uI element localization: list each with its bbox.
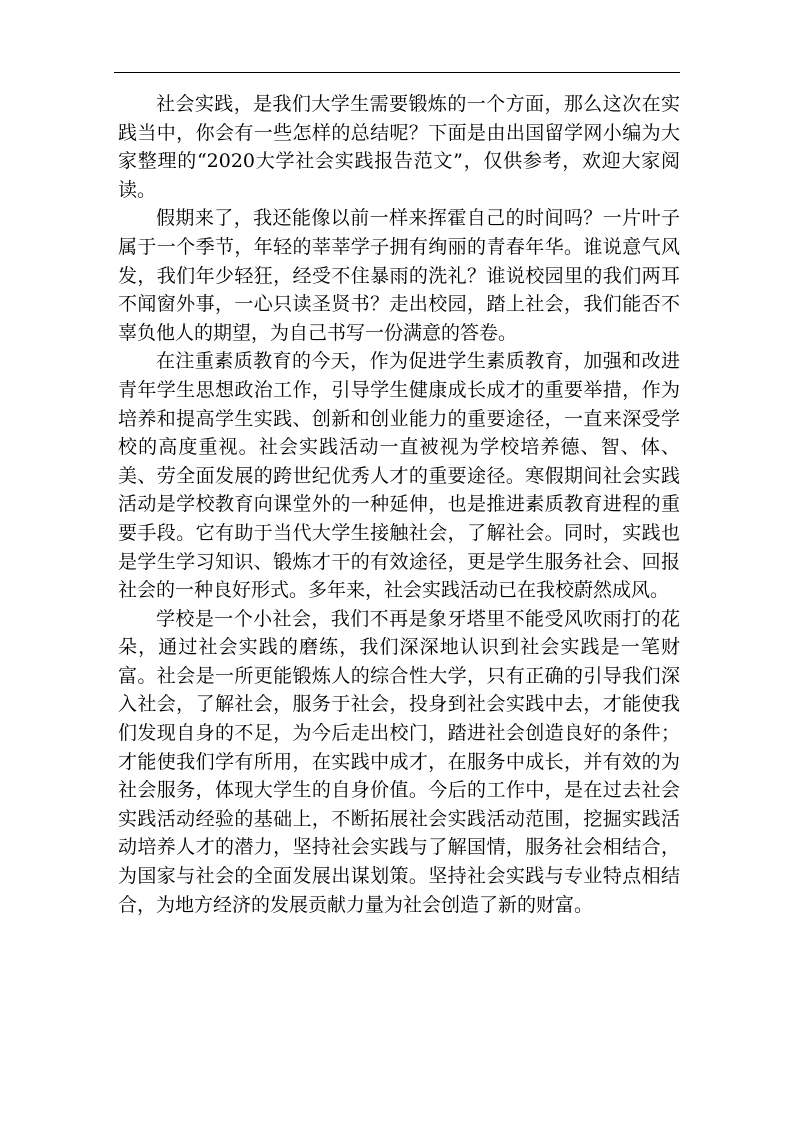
- document-body: [118, 90, 680, 919]
- paragraph-school-society: 学校是一个小社会，我们不再是象牙塔里不能受风吹雨打的花朵，通过社会实践的磨练，我们深深地认识到社会实践是一笔财富。社会是一所更能锻炼人的综合性大学，只有正确的引导我们深入社会，了解社会，服务于社会，投身到社会实践中去，才能使我们发现自身的不足，为今后走出校门，踏进社会创造良好的条件；才能使我们学有所用，在实践中成才，在服务中成长，并有效的为社会服务，体现大学生的自身价值。今后的工作中，是在过去社会实践活动经验的基础上，不断拓展社会实践活动范围，挖掘实践活动培养人才的潜力，坚持社会实践与了解国情，服务社会相结合，为国家与社会的全面发展出谋划策。坚持社会实践与专业特点相结合，为地方经济的发展贡献力量为社会创造了新的财富。: [118, 607, 680, 916]
- header-divider: [114, 72, 680, 73]
- paragraph-intro: 社会实践，是我们大学生需要锻炼的一个方面，那么这次在实践当中，你会有一些怎样的总结呢？下面是由出国留学网小编为大家整理的“2020大学社会实践报告范文”，仅供参考，欢迎大家阅读。: [118, 93, 680, 201]
- paragraph-quality-education: 在注重素质教育的今天，作为促进学生素质教育，加强和改进青年学生思想政治工作，引导学生健康成长成才的重要举措，作为培养和提高学生实践、创新和创业能力的重要途径，一直来深受学校的高度重视。社会实践活动一直被视为学校培养德、智、体、美、劳全面发展的跨世纪优秀人才的重要途径。寒假期间社会实践活动是学校教育向课堂外的一种延伸，也是推进素质教育进程的重要手段。它有助于当代大学生接触社会，了解社会。同时，实践也是学生学习知识、锻炼才干的有效途径，更是学生服务社会、回报社会的一种良好形式。多年来，社会实践活动已在我校蔚然成风。: [118, 350, 680, 602]
- paragraph-holiday: 假期来了，我还能像以前一样来挥霍自己的时间吗？一片叶子属于一个季节，年轻的莘莘学子拥有绚丽的青春年华。谁说意气风发，我们年少轻狂，经受不住暴雨的洗礼？谁说校园里的我们两耳不闻窗外事，一心只读圣贤书？走出校园，踏上社会，我们能否不辜负他人的期望，为自己书写一份满意的答卷。: [118, 207, 680, 344]
